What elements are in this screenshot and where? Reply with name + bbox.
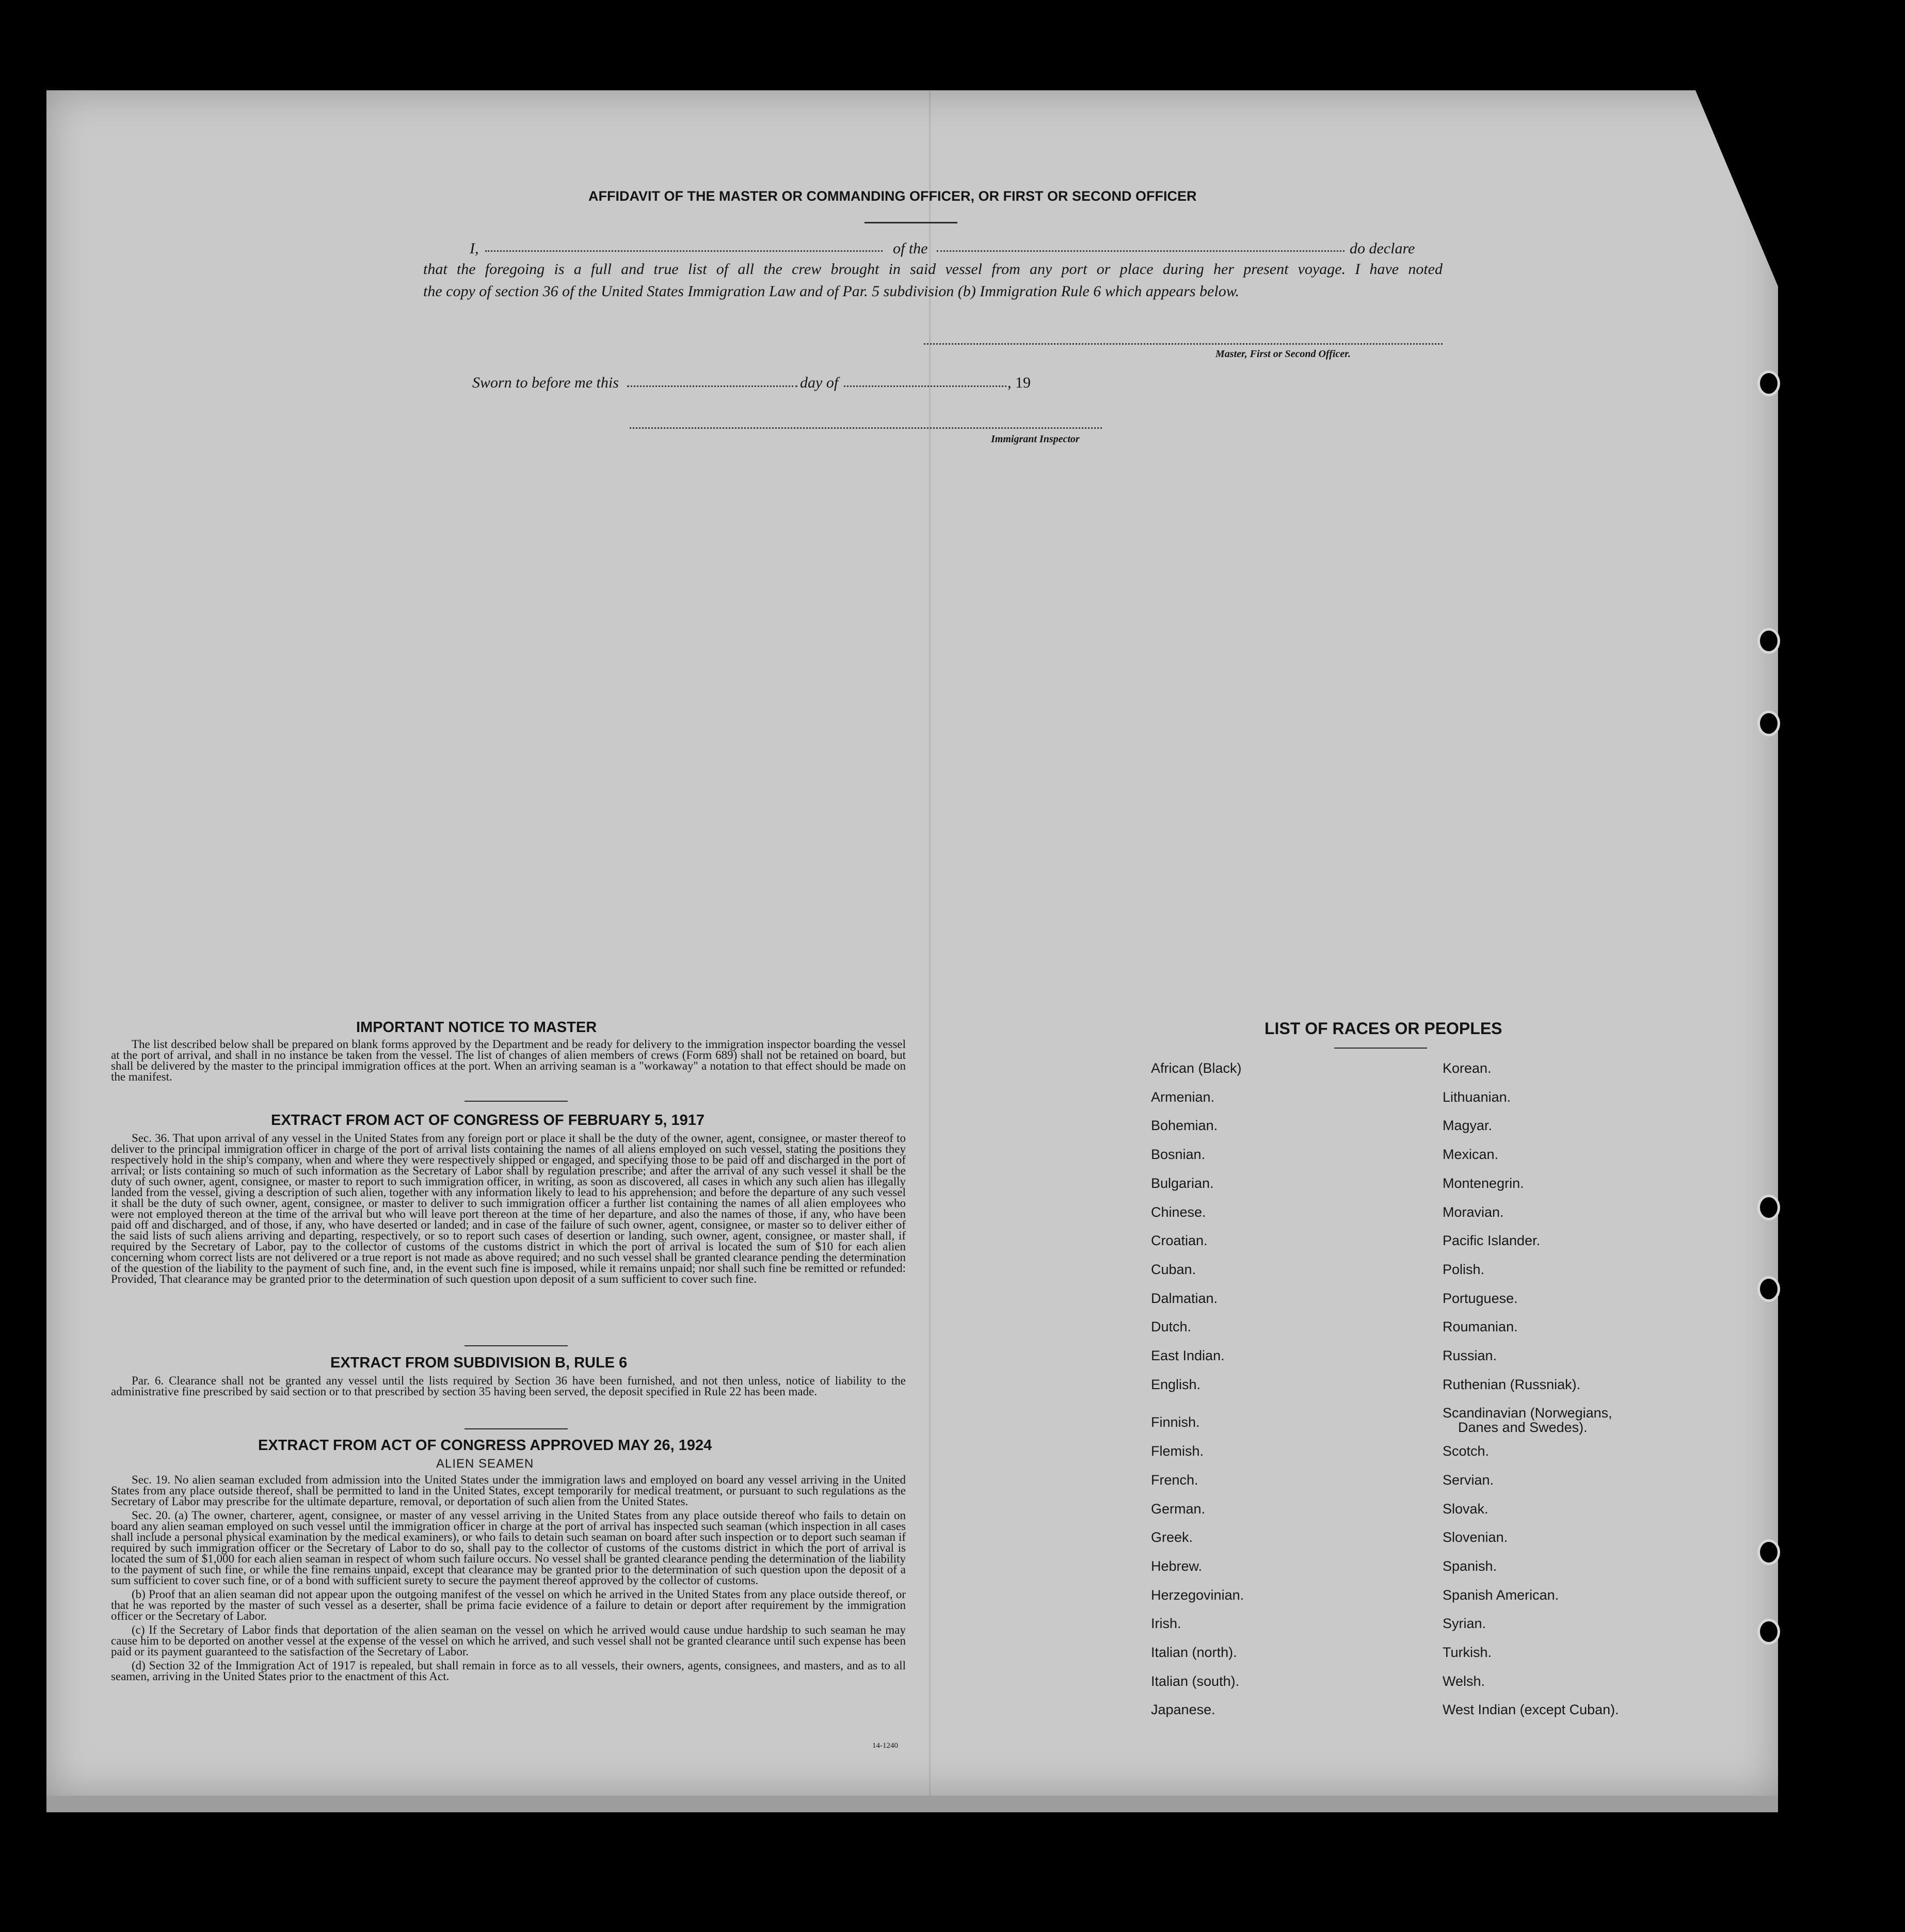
manifest-sheet <box>46 90 1778 1796</box>
races-title: LIST OF RACES OR PEOPLES <box>1264 1019 1502 1038</box>
race-entry: Bosnian. <box>1151 1147 1206 1162</box>
race-entry: Irish. <box>1151 1616 1181 1631</box>
section-20a-paragraph: Sec. 20. (a) The owner, charterer, agent, consignee, or master of any vessel arriving in the United States from any place outside thereof who fails to detain on board any alien seaman employed on such vessel until the immigration officer in charge at the port of arrival has inspected such seaman (which inspection in all cases shall include a personal physical examination by the medical examiners), or who fails to detain such seaman on board after such inspection or to deport such seaman if required by such immigration officer or the Secretary of Labor to do so, shall pay to the collector of customs of the customs district in which the port of arrival is located the sum of $1,000 for each alien seaman in respect of whom such failure occurs. No vessel shall be granted clearance pending the determination of the liability to the payment of such fine, or while the fine remains unpaid, except that clearance may be granted prior to the determination of such question upon the deposit of a sum sufficient to cover such fine, or of a bond with sufficient surety to secure the payment thereof approved by the collector of customs. <box>111 1509 906 1587</box>
affidavit-declare: do declare <box>1350 240 1415 257</box>
race-entry: Armenian. <box>1151 1089 1215 1105</box>
affidavit-line-3: the copy of section 36 of the United States Immigration Law and of Par. 5 subdivision (b) Immigration Rule 6 which appears below. <box>423 283 1239 300</box>
race-entry: Dalmatian. <box>1151 1291 1218 1306</box>
folded-corner <box>1695 90 1778 286</box>
race-entry: Ruthenian (Russniak). <box>1443 1377 1581 1392</box>
race-entry: Greek. <box>1151 1530 1193 1545</box>
affidavit-i: I, <box>470 240 479 257</box>
race-entry: Servian. <box>1443 1472 1494 1488</box>
race-entry: Danes and Swedes). <box>1458 1420 1588 1435</box>
race-entry: Scandinavian (Norwegians, <box>1443 1405 1612 1421</box>
affidavit-title: AFFIDAVIT OF THE MASTER OR COMMANDING OFFICER, OR FIRST OR SECOND OFFICER <box>588 188 1197 204</box>
race-entry: Herzegovinian. <box>1151 1587 1244 1603</box>
race-entry: Turkish. <box>1443 1645 1492 1660</box>
race-entry: Slovak. <box>1443 1501 1488 1517</box>
extract-1924-title: EXTRACT FROM ACT OF CONGRESS APPROVED MAY 26, 1924 <box>258 1437 712 1454</box>
binder-hole <box>1757 628 1780 654</box>
races-rule <box>1334 1048 1427 1049</box>
race-entry: Scotch. <box>1443 1443 1490 1459</box>
notice-paragraph: The list described below shall be prepared on blank forms approved by the Department and be ready for delivery to the immigration inspector boarding the vessel at the port of arrival, and shall in no instance be taken from the vessel. The list of changes of alien members of crews (Form 689) shall not be retained on board, but shall be delivered by the master to the principal immigration offices at the port. When an arriving seaman is a "workaway" a notation to that effect should be made on the manifest. <box>111 1038 906 1083</box>
race-entry: Pacific Islander. <box>1443 1233 1541 1248</box>
race-entry: Spanish American. <box>1443 1587 1559 1603</box>
notice-title: IMPORTANT NOTICE TO MASTER <box>356 1019 597 1036</box>
race-entry: East Indian. <box>1151 1348 1225 1363</box>
extract-1924-body <box>111 1474 906 1685</box>
race-entry: Hebrew. <box>1151 1558 1203 1574</box>
race-entry: West Indian (except Cuban). <box>1443 1702 1619 1717</box>
race-entry: Spanish. <box>1443 1558 1497 1574</box>
rule-6-title: EXTRACT FROM SUBDIVISION B, RULE 6 <box>330 1355 628 1371</box>
race-entry: Portuguese. <box>1443 1291 1518 1306</box>
vessel-blank[interactable] <box>937 250 1344 252</box>
affidavit-line-2: that the foregoing is a full and true list of all the crew brought in said vessel from any port or place during her present voyage. I have noted <box>423 261 1443 278</box>
extract-1917-body <box>111 1133 906 1287</box>
race-entry: Moravian. <box>1443 1204 1504 1220</box>
sworn-day-blank[interactable] <box>627 385 797 387</box>
sworn-year: , 19 <box>1007 374 1031 391</box>
sworn-month-blank[interactable] <box>844 385 1006 387</box>
section-36-paragraph: Sec. 36. That upon arrival of any vessel in the United States from any foreign port or place it shall be the duty of the owner, agent, consignee, or master thereof to deliver to the principal immigration officer in charge of the port of arrival lists containing the names of all aliens employed on such vessel, stating the positions they respectively hold in the ship's company, when and where they were respectively shipped or engaged, and specifying those to be paid off and discharged in the port of arrival; or lists containing so much of such information as the Secretary of Labor shall by regulation prescribe; and after the arrival of any such vessel it shall be the duty of such owner, agent, consignee, or master to report to such immigration officer, in writing, as soon as discovered, all cases in which any such alien has illegally landed from the vessel, giving a description of such alien, together with any information likely to lead to his apprehension; and before the departure of any such vessel it shall be the duty of such owner, agent, consignee, or master to deliver to such immigration officer a further list containing the names of all alien employees who were not employed thereon at the time of the arrival but who will leave port thereon at the time of her departure, and also the names of those, if any, who have been paid off and discharged, and of those, if any, who have deserted or landed; and in case of the failure of such owner, agent, consignee, or master so to deliver either of the said lists of such aliens arriving and departing, respectively, or so to report such cases of desertion or landing, such owner, agent, consignee, or master shall, if required by the Secretary of Labor, pay to the collector of customs of the customs district in which the port of arrival is located the sum of $10 for each alien concerning whom correct lists are not delivered or a true report is not made as above required; and no such vessel shall be granted clearance pending the determination of the question of the liability to the payment of such fine, and, in the event such fine is imposed, while it remains unpaid; nor shall such fine be remitted or refunded: Provided, That clearance may be granted prior to the determination of such question upon deposit of a sum sufficient to cover such fine. <box>111 1132 906 1285</box>
alien-seamen-subtitle: ALIEN SEAMEN <box>436 1457 534 1471</box>
section-19-paragraph: Sec. 19. No alien seaman excluded from admission into the United States under the immigration laws and employed on board any vessel arriving in the United States from any place outside thereof, shall be permitted to land in the United States, except temporarily for medical treatment, or pursuant to such regulations as the Secretary of Labor may prescribe for the ultimate departure, removal, or deportation of such alien from the United States. <box>111 1473 906 1508</box>
race-entry: Bohemian. <box>1151 1118 1218 1133</box>
race-entry: Chinese. <box>1151 1204 1206 1220</box>
race-entry: Italian (south). <box>1151 1673 1240 1689</box>
race-entry: Cuban. <box>1151 1262 1196 1277</box>
race-entry: Lithuanian. <box>1443 1089 1511 1105</box>
race-entry: Dutch. <box>1151 1319 1192 1334</box>
race-entry: Magyar. <box>1443 1118 1493 1133</box>
binder-hole <box>1757 1619 1780 1645</box>
race-entry: Croatian. <box>1151 1233 1208 1248</box>
race-entry: Slovenian. <box>1443 1530 1508 1545</box>
binder-hole <box>1757 371 1780 396</box>
race-entry: Roumanian. <box>1443 1319 1518 1334</box>
binder-hole <box>1757 1195 1780 1220</box>
rule-6-body <box>111 1375 906 1400</box>
race-entry: Korean. <box>1443 1060 1492 1076</box>
section-20d-paragraph: (d) Section 32 of the Immigration Act of 1917 is repealed, but shall remain in force as to all vessels, their owners, agents, consignees, and masters, and as to all seamen, arriving in the United States prior to the enactment of this Act. <box>111 1659 906 1683</box>
notice-body <box>111 1039 906 1085</box>
race-entry: Flemish. <box>1151 1443 1204 1459</box>
binder-hole <box>1757 711 1780 736</box>
section-20c-paragraph: (c) If the Secretary of Labor finds that deportation of the alien seaman on the vessel on which he arrived would cause undue hardship to such seaman he may cause him to be deported on another vessel at the expense of the vessel on which he arrived, and such vessel shall not be granted clearance until such expense has been paid or its payment guaranteed to the satisfaction of the Secretary of Labor. <box>111 1623 906 1658</box>
binder-hole <box>1757 1276 1780 1302</box>
extract-1917-title: EXTRACT FROM ACT OF CONGRESS OF FEBRUARY 5, 1917 <box>271 1112 705 1129</box>
name-blank[interactable] <box>485 250 883 252</box>
race-entry: Mexican. <box>1443 1147 1499 1162</box>
sworn-day-of: day of <box>800 374 839 391</box>
race-entry: Russian. <box>1443 1348 1497 1363</box>
race-entry: Polish. <box>1443 1262 1485 1277</box>
race-entry: German. <box>1151 1501 1206 1517</box>
extract-1917-rule <box>465 1345 568 1346</box>
section-20b-paragraph: (b) Proof that an alien seaman did not appear upon the outgoing manifest of the vessel on which he arrived in the United States from any place outside thereof, or that he was reported by the master of such vessel as a deserter, shall be prima facie evidence of a failure to detain or deport after requirement by the immigration officer or the Secretary of Labor. <box>111 1588 906 1622</box>
master-signature-line[interactable] <box>924 343 1443 345</box>
sworn-text: Sworn to before me this <box>472 374 619 391</box>
race-entry: African (Black) <box>1151 1060 1242 1076</box>
master-signature-caption: Master, First or Second Officer. <box>1215 348 1351 360</box>
race-entry: Syrian. <box>1443 1616 1486 1631</box>
page-edge-shadow <box>46 1796 1778 1812</box>
notice-rule <box>465 1101 568 1102</box>
rule-6-rule <box>465 1428 568 1429</box>
race-entry: English. <box>1151 1377 1201 1392</box>
affidavit-title-rule <box>865 222 957 223</box>
affidavit-of-the: of the <box>893 240 928 257</box>
race-entry: Italian (north). <box>1151 1645 1237 1660</box>
form-number: 14-1240 <box>872 1742 898 1750</box>
par-6-paragraph: Par. 6. Clearance shall not be granted any vessel until the lists required by Section 36 have been furnished, and not then unless, notice of liability to the administrative fine prescribed by said section or to that prescribed by section 35 having been served, the deposit specified in Rule 22 has been made. <box>111 1374 906 1398</box>
race-entry: Finnish. <box>1151 1414 1200 1430</box>
race-entry: French. <box>1151 1472 1198 1488</box>
race-entry: Welsh. <box>1443 1673 1485 1689</box>
inspector-caption: Immigrant Inspector <box>991 433 1080 445</box>
race-entry: Japanese. <box>1151 1702 1215 1717</box>
race-entry: Bulgarian. <box>1151 1176 1214 1191</box>
binder-hole <box>1757 1539 1780 1565</box>
race-entry: Montenegrin. <box>1443 1176 1524 1191</box>
inspector-signature-line[interactable] <box>630 427 1102 429</box>
